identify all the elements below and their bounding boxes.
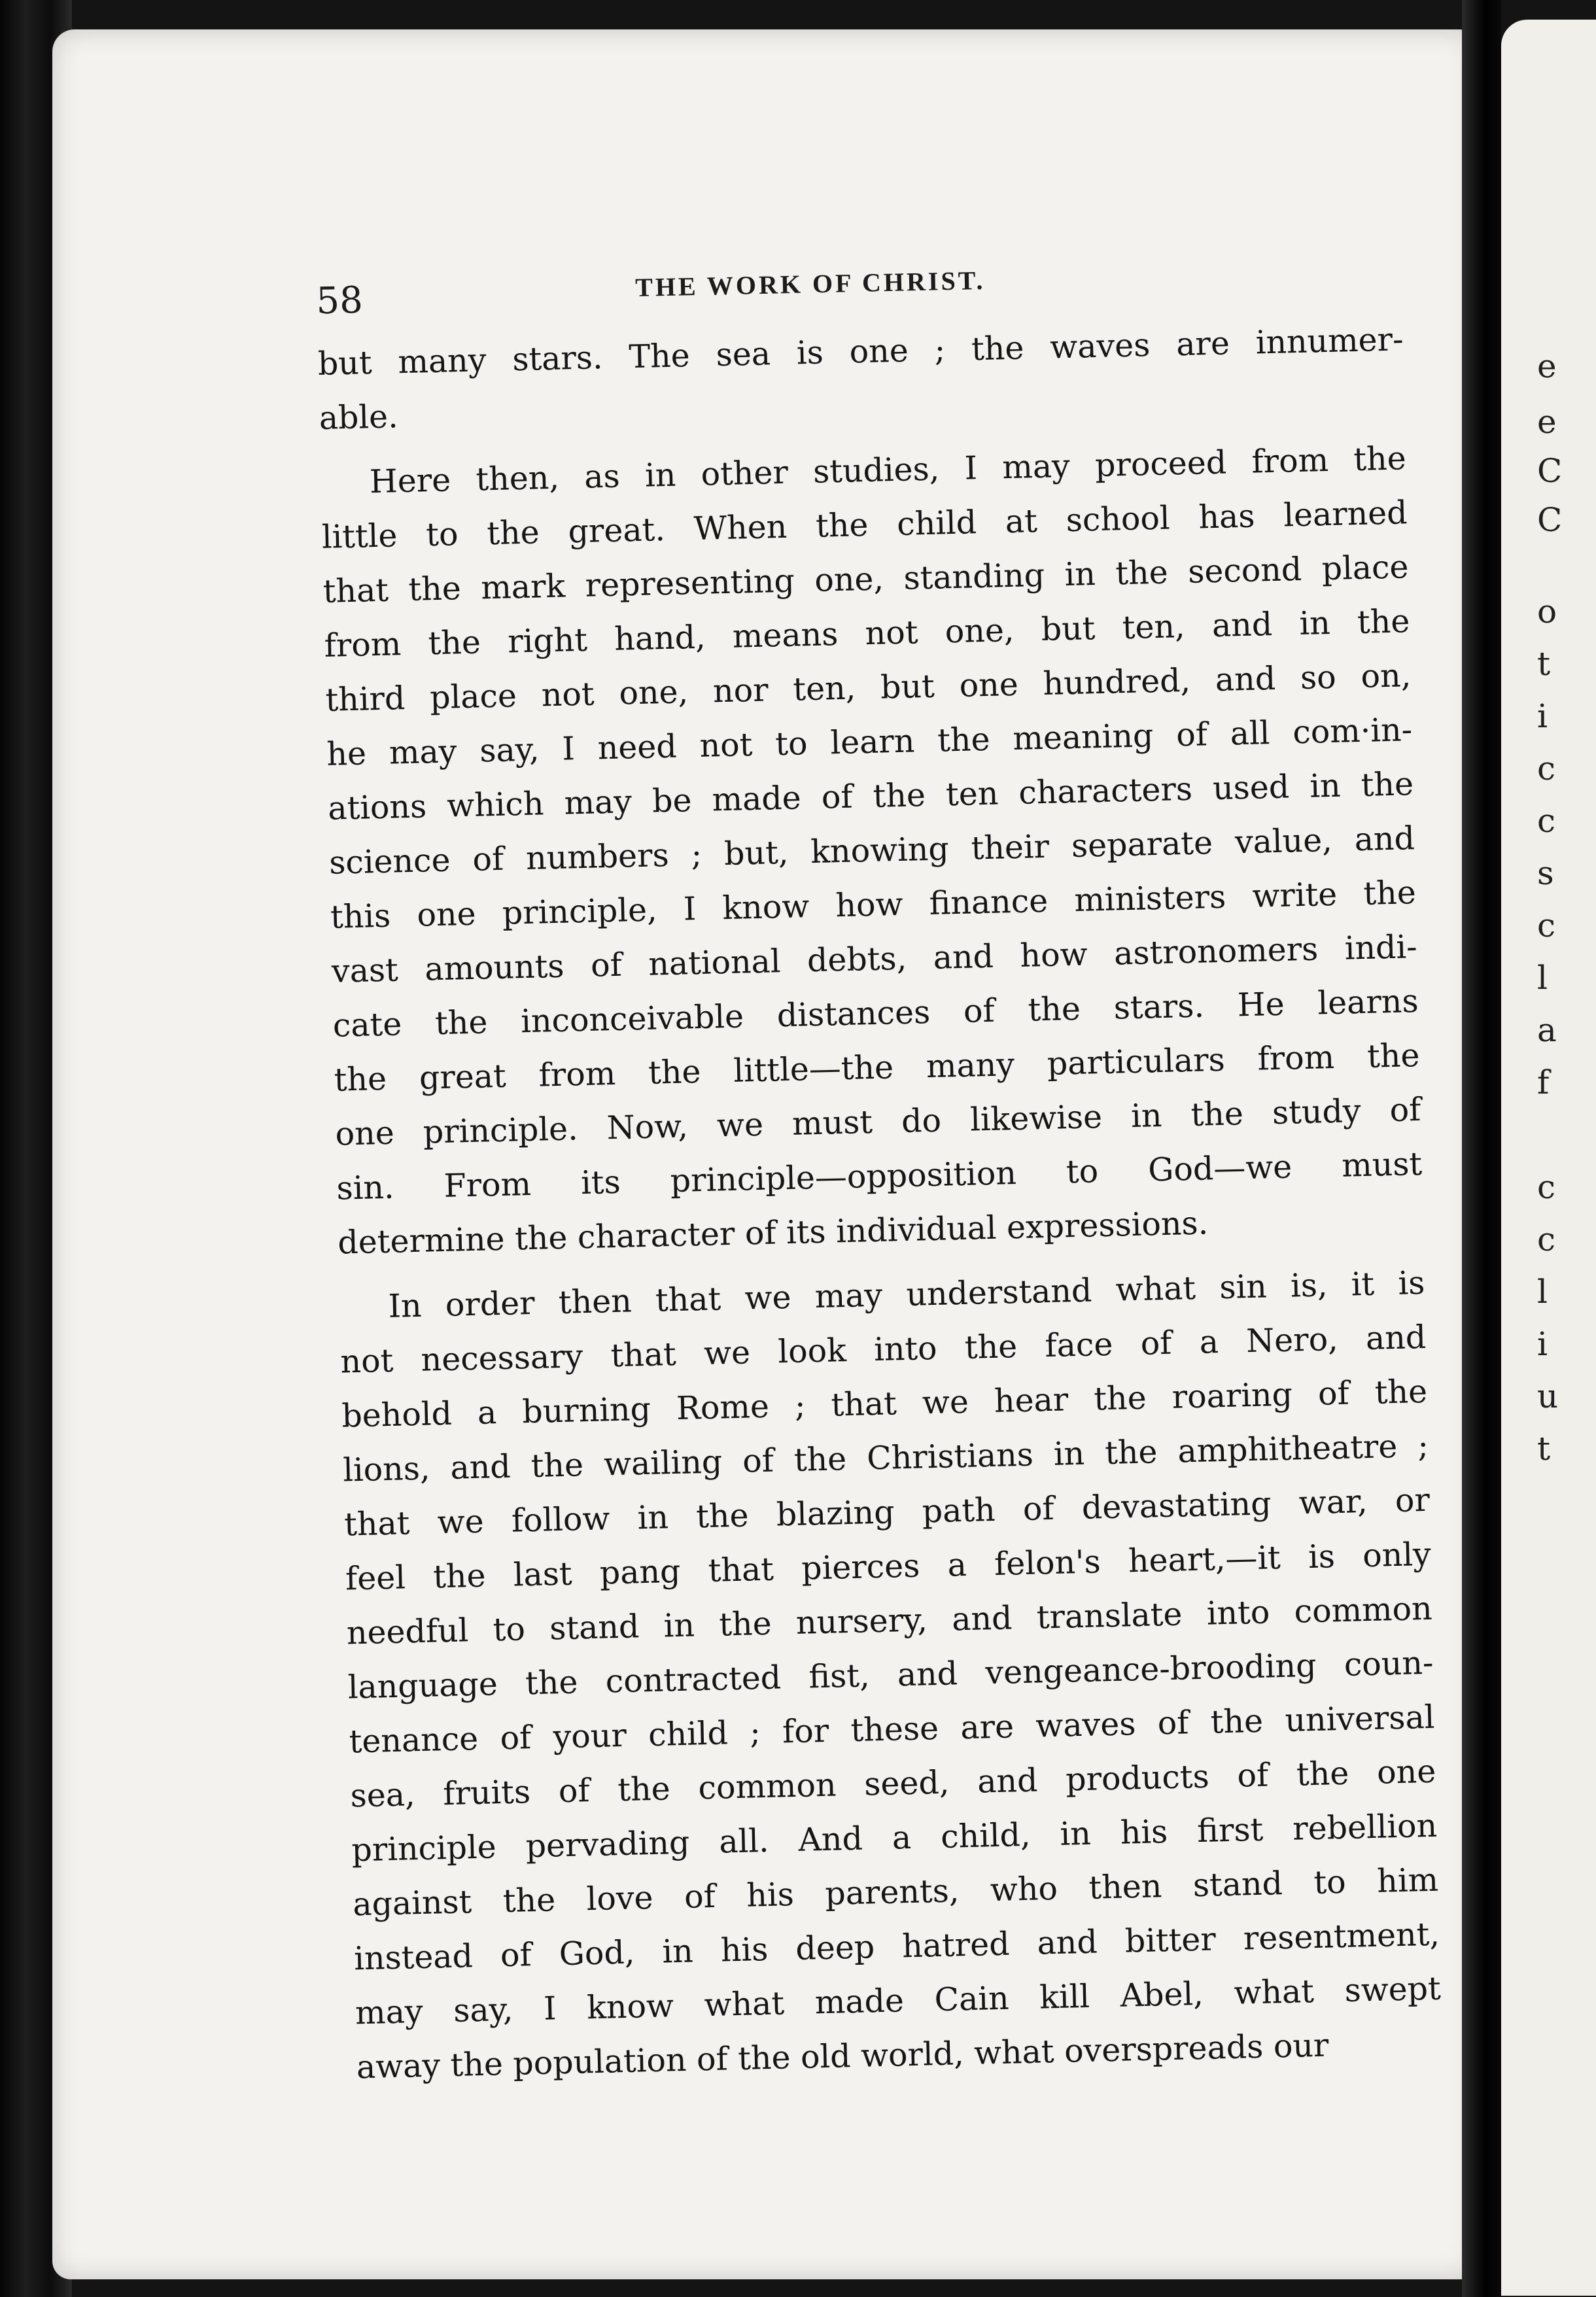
text-line: needful to stand in the nursery, and translate into common bbox=[346, 1589, 1433, 1652]
paragraph bbox=[320, 431, 1424, 1269]
text-line: Here then, as in other studies, I may proceed from the bbox=[369, 440, 1407, 501]
text-line: cate the inconceivable distances of the stars. He learns bbox=[332, 982, 1419, 1045]
text-line: that we follow in the blazing path of devastating war, or bbox=[343, 1481, 1431, 1544]
facing-page-letter: c bbox=[1537, 750, 1556, 787]
text-line: may say, I know what made Cain kill Abel, what swept bbox=[355, 1969, 1442, 2032]
paragraph bbox=[339, 1256, 1443, 2094]
text-line: behold a burning Rome ; that we hear the roaring of the bbox=[341, 1372, 1428, 1435]
text-line: ations which may be made of the ten characters used in the bbox=[327, 765, 1414, 827]
facing-page-letter: e bbox=[1537, 403, 1557, 441]
facing-page-letter: c bbox=[1537, 907, 1556, 944]
facing-page-letter: e bbox=[1537, 347, 1557, 385]
running-head: THE WORK OF CHRIST. bbox=[634, 265, 986, 303]
text-line: In order then that we may understand what sin is, it is bbox=[388, 1264, 1425, 1325]
facing-page-letter: C bbox=[1537, 452, 1563, 490]
facing-page-letter: u bbox=[1537, 1377, 1559, 1415]
facing-page-letter: t bbox=[1537, 1430, 1551, 1468]
facing-page-edge bbox=[1501, 20, 1596, 2296]
facing-page-letter: c bbox=[1537, 802, 1556, 840]
text-line: not necessary that we look into the face of a Nero, and bbox=[339, 1318, 1427, 1381]
text-line: able. bbox=[319, 398, 399, 437]
facing-page-letter: a bbox=[1537, 1011, 1557, 1049]
facing-page-letter: f bbox=[1537, 1063, 1550, 1101]
text-line: he may say, I need not to learn the meaning of all com·in- bbox=[326, 711, 1413, 773]
facing-page-letter: l bbox=[1537, 1273, 1548, 1311]
text-line: that the mark representing one, standing in the second place bbox=[322, 548, 1410, 610]
text-line: from the right hand, means not one, but ten, and in the bbox=[324, 602, 1410, 665]
text-line: language the contracted fist, and vengeance-brooding coun- bbox=[347, 1644, 1434, 1706]
facing-page-letter: C bbox=[1537, 501, 1563, 539]
facing-page-letter: t bbox=[1537, 645, 1551, 683]
text-line: third place not one, nor ten, but one hundred, and so on, bbox=[324, 657, 1412, 719]
facing-page-letter: l bbox=[1537, 959, 1548, 997]
text-line: sea, fruits of the common seed, and products of the one bbox=[349, 1752, 1436, 1815]
book-gutter bbox=[1462, 0, 1501, 2297]
text-line: instead of God, in his deep hatred and bitter resentment, bbox=[353, 1915, 1440, 1978]
facing-page-letter: o bbox=[1537, 593, 1557, 630]
text-line: one principle. Now, we must do likewise in the study of bbox=[335, 1091, 1421, 1153]
text-line: vast amounts of national debts, and how astronomers indi- bbox=[331, 928, 1418, 990]
text-line: the great from the little—the many particulars from the bbox=[334, 1037, 1421, 1099]
text-line: principle pervading all. And a child, in his first rebellion bbox=[351, 1806, 1438, 1869]
facing-page-letter: s bbox=[1537, 854, 1554, 892]
facing-page-letter: c bbox=[1537, 1220, 1556, 1258]
text-line: determine the character of its individual expressions. bbox=[337, 1204, 1209, 1262]
text-line: this one principle, I know how finance ministers write the bbox=[330, 874, 1417, 936]
facing-page-letter: c bbox=[1537, 1168, 1556, 1206]
text-line: sin. From its principle—opposition to God—we must bbox=[336, 1145, 1423, 1207]
facing-page-letter: i bbox=[1537, 697, 1548, 735]
text-line: feel the last pang that pierces a felon's heart,—it is only bbox=[345, 1535, 1432, 1598]
text-line: lions, and the wailing of the Christians in the amphitheatre ; bbox=[342, 1426, 1429, 1489]
text-line: against the love of his parents, who then stand to him bbox=[352, 1861, 1439, 1924]
text-line: tenance of your child ; for these are waves of the universal bbox=[349, 1698, 1435, 1761]
facing-page-letter: i bbox=[1537, 1325, 1548, 1363]
text-line: away the population of the old world, what overspreads our bbox=[356, 2026, 1329, 2086]
text-line: but many stars. The sea is one ; the waves are innumer- bbox=[317, 320, 1404, 383]
body-text bbox=[317, 312, 1443, 2094]
page-number: 58 bbox=[315, 279, 364, 323]
text-line: little to the great. When the child at school has learned bbox=[321, 494, 1408, 556]
text-line: science of numbers ; but, knowing their separate value, and bbox=[328, 820, 1415, 882]
